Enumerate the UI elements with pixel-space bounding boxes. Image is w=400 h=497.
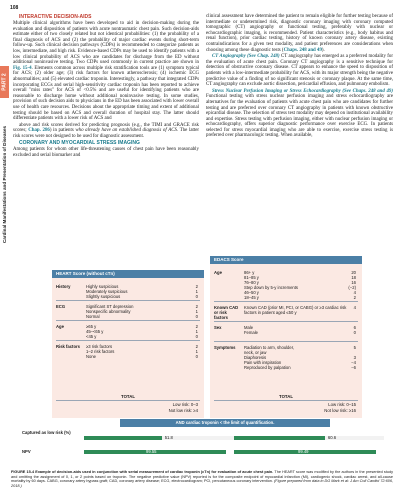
score-points: 1 — [195, 289, 198, 294]
paragraph — [206, 14, 393, 53]
score-points: 2 — [195, 304, 198, 309]
score-points: 0 — [353, 330, 356, 335]
lead-stress-imaging: Stress Nuclear Perfusion Imaging or Stress Echocardiography (See Chaps. 248 and 49) — [212, 88, 393, 94]
heart-total-label: TOTAL — [121, 394, 135, 399]
score-item: neck, or jaw — [244, 350, 267, 355]
right-column — [206, 14, 393, 140]
part-tab — [0, 66, 9, 98]
score-points: 6 — [353, 325, 356, 330]
score-item: 18–45 y — [244, 295, 259, 300]
left-column — [13, 14, 199, 160]
score-item: Normal — [86, 314, 100, 319]
score-points: 3 — [353, 355, 356, 360]
score-item: ≥3 risk factors — [86, 344, 113, 349]
troponin-banner-label: AND cardiac troponin < the limit of quantification. — [175, 420, 275, 425]
score-points: −6 — [351, 365, 356, 370]
score-points: 4 — [353, 290, 356, 295]
text: clinical assessment have determined the patient to remain eligible for further testing because of intermediate or undetermined risk, diagnostic coronary imaging with coronary computed tomographic (CT) angiography or functional testing, preferably with nuclear or echocardiographic imaging, is recommended. Patient characteristics (e.g., body habitus and renal function), prior cardiac testing, history of known coronary artery disease, existing contraindications for a given test modality, and patient preferences are considerations when choosing among these diagnostic tests ( — [206, 14, 393, 53]
text: ) in patients — [49, 128, 76, 134]
score-item: Moderately suspicious — [86, 289, 128, 294]
figure-body: The HEART score was modified by the authors in the presented study and omitting the assignment of 0, 1, or 2 points based on troponin. The negative predictive value (NPV) reported is for the composite endpoint of myocardial infarction (MI), cardiogenic shock, cardiac arrest, and all-cause mortality by 60 days. CABG, coronary artery bypass graft; CAD, coronary artery disease; ECG, electrocardiogram; PCI, percutaneous coronary intervention. — [11, 470, 393, 484]
score-points: 0 — [195, 314, 198, 319]
chaps-ref-link[interactable]: Chaps. 248 and 49 — [283, 47, 322, 53]
page-number: 108 — [10, 5, 19, 11]
edacs-score-table — [210, 256, 362, 418]
row-divider — [56, 340, 200, 341]
score-item: 45–<65 y — [86, 329, 104, 334]
heart-low-risk: Low risk: 0–3 — [172, 402, 198, 407]
score-points: 4 — [353, 305, 356, 310]
heading-coronary-stress-imaging: CORONARY AND MYOCARDIAL STRESS IMAGING — [19, 140, 140, 147]
row-divider — [214, 341, 358, 342]
score-points: 2 — [195, 284, 198, 289]
score-item: 86+ y — [244, 270, 255, 275]
figure-title: Example of decision-aids used in conjunction with serial measurement of cardiac troponin (cTn) for evaluation of acute chest pain. — [35, 470, 274, 474]
divider — [56, 400, 200, 401]
score-points: 2 — [353, 295, 356, 300]
row-divider — [56, 300, 200, 301]
paragraph — [206, 89, 393, 139]
figure-caption — [11, 470, 393, 488]
score-item: Male — [244, 325, 254, 330]
text: ). — [321, 47, 325, 53]
heart-captured-value: 51.8 — [164, 435, 173, 440]
score-item: Nonspecific abnormality — [86, 309, 131, 314]
score-item: Highly suspicious — [86, 284, 119, 289]
edacs-low-risk: Low risk: 0–15 — [328, 402, 356, 407]
figure-source: (Figure prepared from data in DG Mark et al: J Am Coll Cardiol 72:606, 2018.) — [11, 479, 393, 488]
paragraph — [206, 54, 393, 88]
score-item: Reproduced by palpation — [244, 365, 291, 370]
npv-label: NPV — [22, 449, 31, 454]
score-item: Significant ST depression — [86, 304, 134, 309]
edacs-captured-bar — [234, 436, 325, 440]
score-item: Pain with inspiration — [244, 360, 282, 365]
heart-score-title: HEART Score (without cTn) — [52, 270, 204, 278]
score-item: Radiation to arm, shoulder, — [244, 345, 295, 350]
score-item: Diaphoresis — [244, 355, 267, 360]
score-category: Sex — [214, 325, 222, 330]
score-points: 16 — [351, 280, 356, 285]
score-category: History — [56, 284, 71, 289]
score-points: 0 — [195, 334, 198, 339]
score-points: 18 — [351, 275, 356, 280]
score-points: 20 — [351, 270, 356, 275]
score-category: Age — [214, 270, 222, 275]
score-item: Slightly suspicious — [86, 294, 121, 299]
text: CT angiography has emerged as a preferred modality for the evaluation of acute chest pain. Coronary CT angiography is a sensitive technique for detection of obstructive coronary disease. CT appears to enhance the speed to disposition of patients with a low-intermediate probability for ACS, with its major strength being the negative predictive value of a finding of no significant stenosis or coronary plaque. At the same time, CT angiography can exclude aortic dissection, pericardial effusion, and pulmonary embolism. — [206, 54, 394, 88]
score-item: 1–2 risk factors — [86, 349, 115, 354]
paragraph — [13, 123, 199, 140]
score-item: factors in patient aged ≤50 y — [244, 310, 297, 315]
score-points: (−2) — [348, 285, 356, 290]
score-points: 2 — [195, 344, 198, 349]
text: Functional testing with stress nuclear perfusion imaging and stress echocardiography are alternatives for the evaluation of patients with acute chest pain who are candidates for further testing and are preferred over coronary CT angiography in patients with known obstructive epicardial disease. The selection of stress test modality may depend on institutional availability and expertise. Stress testing with perfusion imaging, either with nuclear perfusion imaging or echocardiography, offers superior diagnostic performance over exercise ECG. In patients selected for stress myocardial imaging who are able to exercise, exercise stress testing is preferred over pharmacologic testing. When available, — [206, 94, 393, 139]
figure-label: FIGURE 15-4 — [11, 470, 35, 474]
text: . The latter risk scores were not designed to be used for diagnostic assessment. — [13, 128, 200, 139]
captured-label: Captured as low risk (%) — [22, 430, 71, 435]
edacs-npv-value: 99.49 — [298, 449, 309, 454]
part-label: PART 2 — [1, 73, 8, 91]
score-points: 2 — [195, 324, 198, 329]
score-points: −4 — [351, 360, 356, 365]
divider — [214, 400, 358, 401]
edacs-score-title: EDACS Score — [210, 256, 362, 264]
heart-npv-value: 99.55 — [146, 449, 157, 454]
paragraph — [13, 21, 199, 122]
chap-ref-link[interactable]: Chap. 286 — [28, 128, 50, 134]
score-item: 81–85 y — [244, 275, 259, 280]
section-title-vertical — [0, 104, 9, 264]
score-category: Risk factors — [56, 344, 80, 349]
text: . Elements common across multiple risk stratification tools are (1) symptom typical for ACS; (2) older age; (3) risk factors for known atherosclerosis; (4) ischemic ECG abnormalities; and (5) elevated cardiac troponin. Interestingly, a pathway that integrated CDPs incorporating ECGs and serial high-sensitivity cardiac troponin has been reported to achieve overall "miss rates" for ACS of <0.5% and are useful for identifying patients who are reasonable to discharge home without additional noninvasive testing. In some studies, provision of such decision aids to physicians in the ED has been associated with lower overall use of health care resources. Decisions about the appropriate timing and extent of additional testing should be based on ACS and overall duration of hospital stay. The latter should differentiate patients with a lower risk of ACS and — [13, 65, 200, 122]
score-points: 1 — [195, 329, 198, 334]
score-points: 1 — [195, 309, 198, 314]
lead-ct-angiography: CT Angiography (See Chap. 248) — [212, 54, 280, 60]
edacs-not-low-risk: Not low risk: ≥16 — [324, 408, 356, 413]
heading-interactive-decision-aids: INTERACTIVE DECISION-AIDS — [19, 14, 92, 20]
score-item: Female — [244, 330, 258, 335]
score-category: Symptoms — [214, 345, 236, 350]
text: Multiple clinical algorithms have been developed to aid in decision-making during the evaluation and disposition of patients with acute nontraumatic chest pain. Such decision-aids estimate either of two closely related but not identical probabilities: (1) the probability of a final diagnosis of ACS and (2) the probability of major cardiac events during short-term follow-up. Such clinical decision pathways (CDPs) is recommended to categorize patients as low, intermediate, and high risk. Evidence-based CDPs may be used to identify patients with a low clinical probability of ACS who are candidates for discharge from the ED without additional noninvasive testing. Two CDPs used commonly in current practice are shown in — [13, 21, 199, 66]
score-category: Known CAD or risk factors — [214, 305, 239, 320]
row-divider — [214, 301, 358, 302]
paragraph: Among patients for whom other life-threatening causes of chest pain have been reasonably excluded and serial biomarker and — [13, 147, 199, 159]
score-category: ECG — [56, 304, 66, 309]
score-item: 76–80 y — [244, 280, 259, 285]
score-item: 46–50 y — [244, 290, 259, 295]
score-item: ≥65 y — [86, 324, 97, 329]
fig-ref-link[interactable]: Fig. 15-4 — [13, 65, 32, 71]
row-divider — [214, 321, 358, 322]
emphasis: who already have an established diagnosis of ACS — [75, 128, 177, 134]
edacs-total-label: TOTAL — [279, 394, 293, 399]
heart-score-table — [52, 270, 204, 418]
score-item: None — [86, 354, 97, 359]
score-item: Step down by 5-y increments — [244, 285, 298, 290]
row-divider — [56, 320, 200, 321]
score-item: Known CAD (prior MI, PCI, or CABG) or ≥3 cardiac risk — [244, 305, 347, 310]
score-points: 1 — [195, 349, 198, 354]
score-points: 0 — [195, 294, 198, 299]
heart-not-low-risk: Not low risk: ≥4 — [168, 408, 198, 413]
score-points: 5 — [353, 345, 356, 350]
heart-captured-bar — [84, 436, 162, 440]
section-title: Cardinal Manifestations and Presentation of Diseases — [2, 125, 7, 243]
edacs-captured-value: 60.6 — [327, 435, 337, 440]
score-points: 0 — [195, 354, 198, 359]
score-category: Age — [56, 324, 64, 329]
text: above and risk scores derived for predicting prognosis (e.g., the TIMI and GRACE risk scores; — [13, 122, 199, 134]
score-item: <45 y — [86, 334, 97, 339]
